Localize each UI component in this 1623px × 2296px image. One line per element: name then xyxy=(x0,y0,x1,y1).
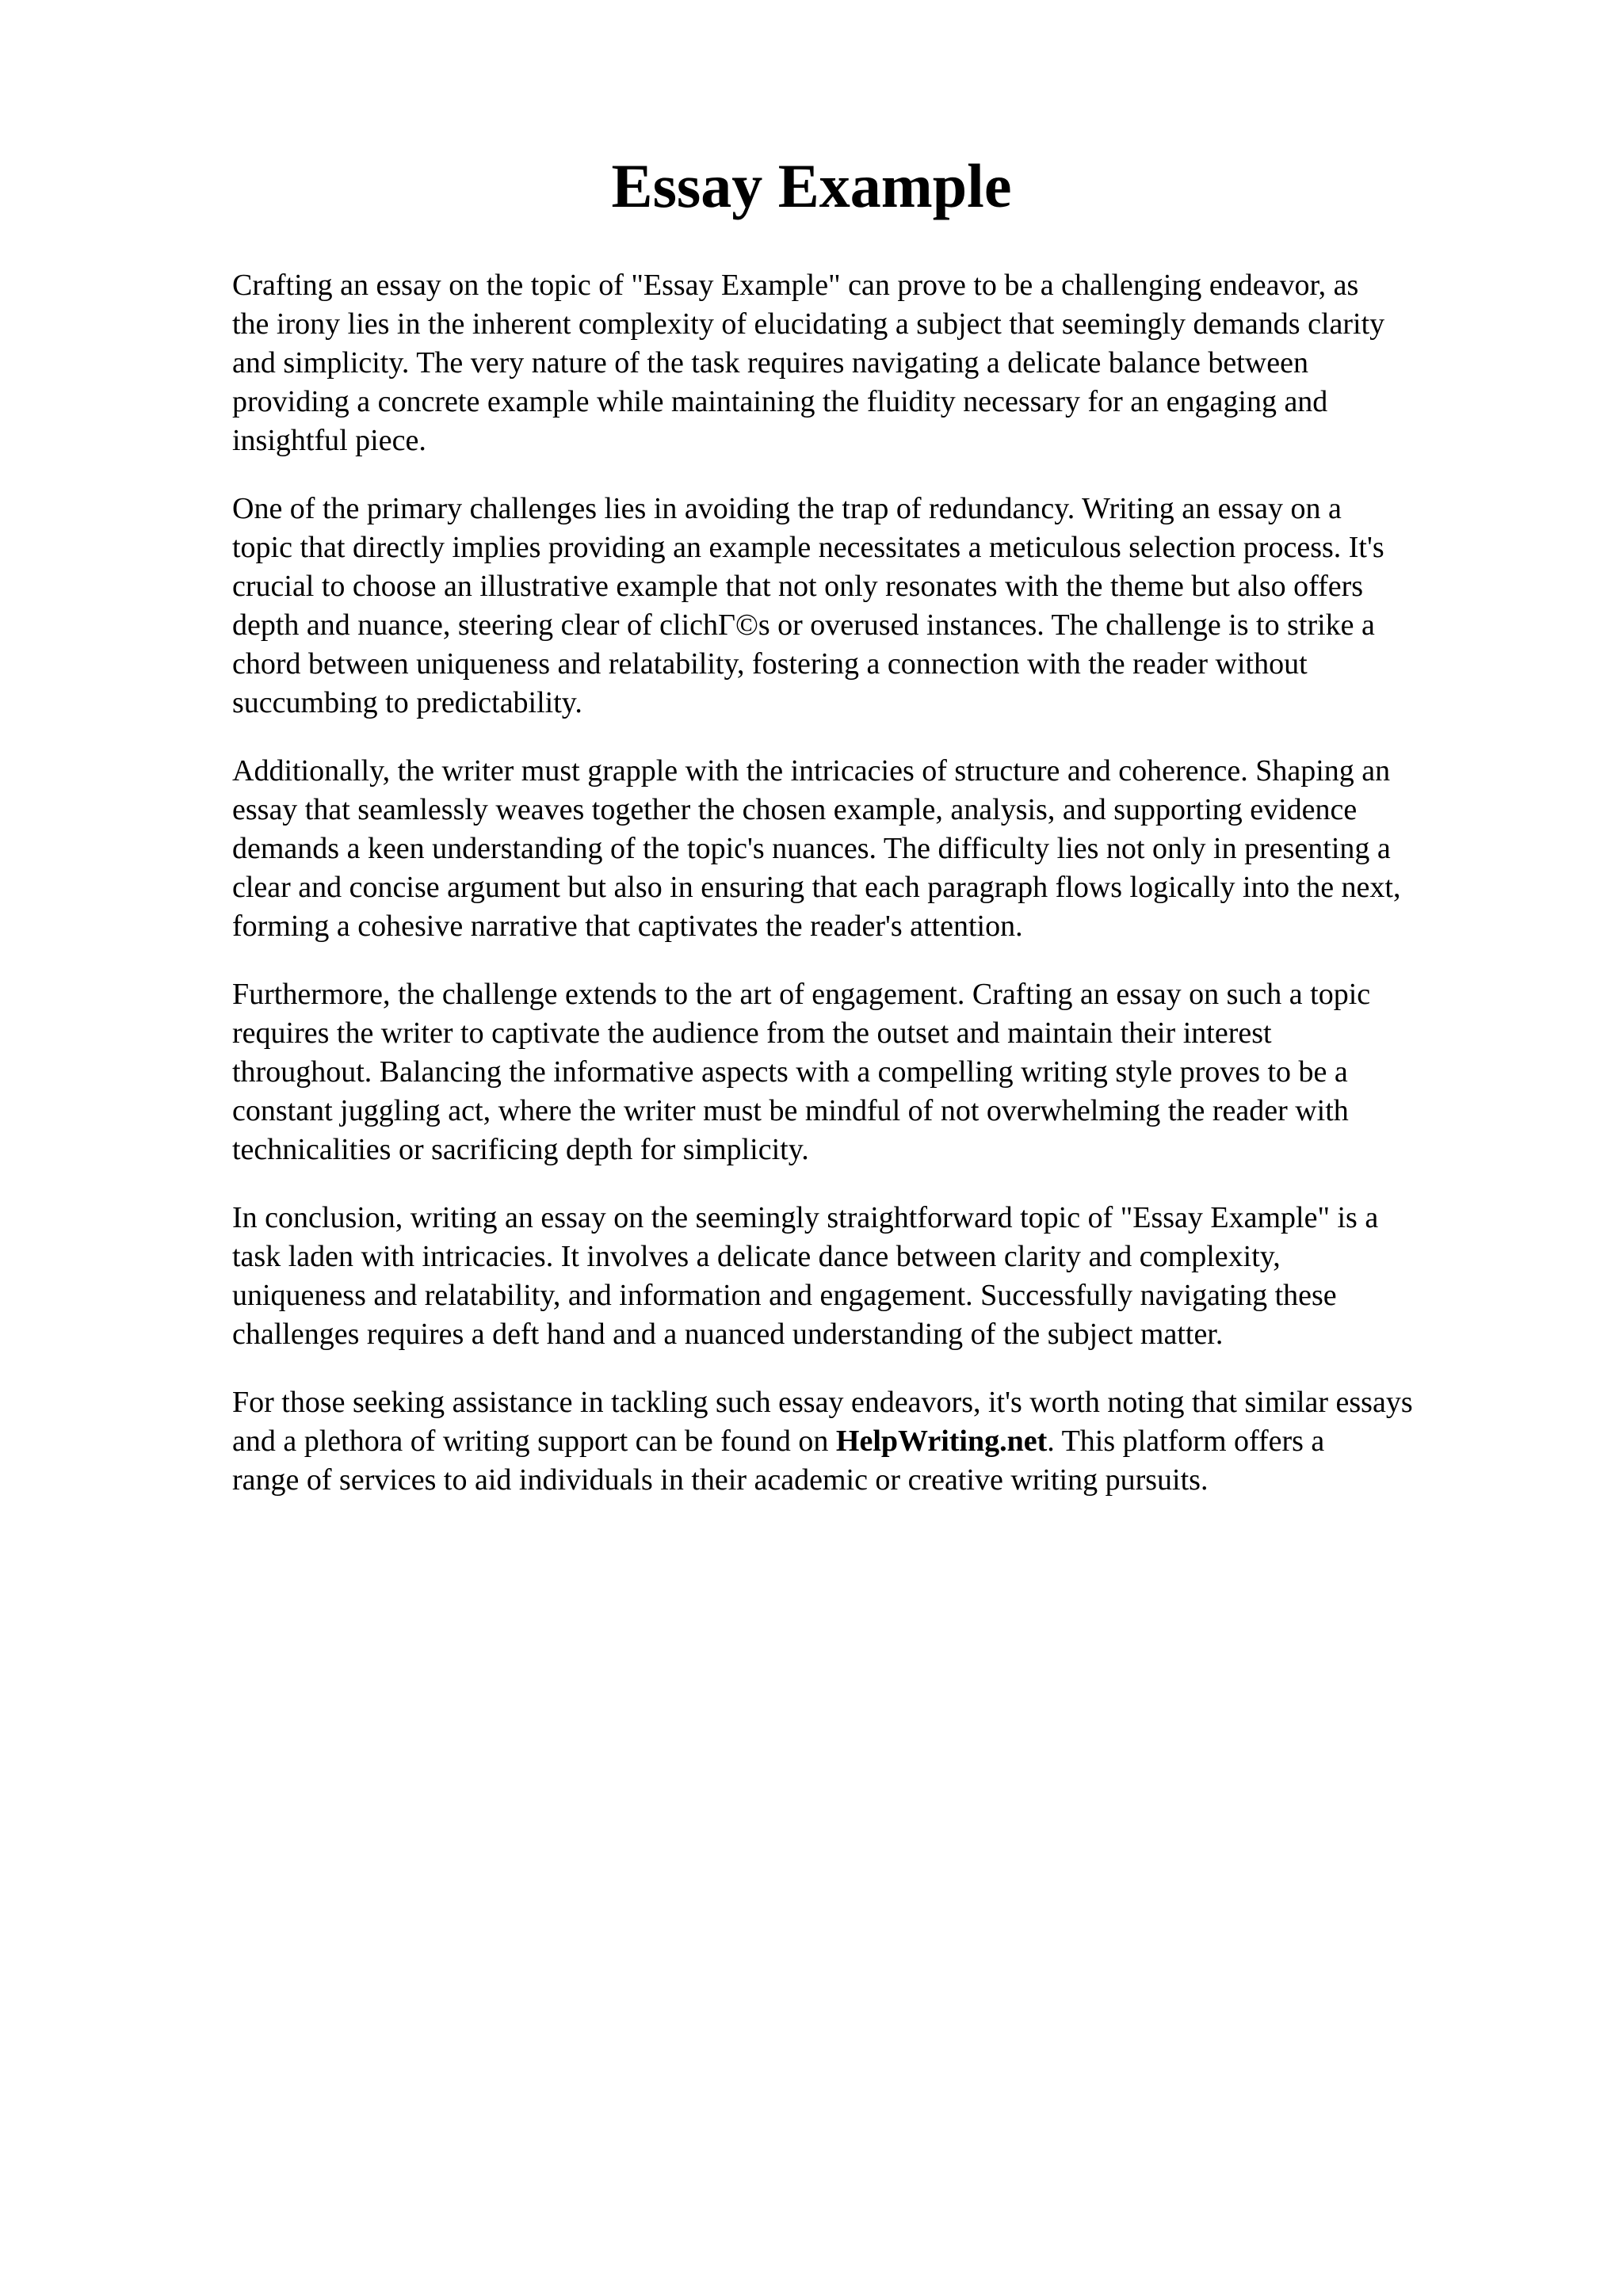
paragraph-line: technicalities or sacrificing depth for simplicity. xyxy=(232,1133,809,1166)
paragraph-line: challenges requires a deft hand and a nuanced understanding of the subject matter. xyxy=(232,1318,1224,1351)
paragraph-3 xyxy=(232,752,1532,946)
paragraph-line: succumbing to predictability. xyxy=(232,686,582,719)
paragraph-line: clear and concise argument but also in ensuring that each paragraph flows logically into the next, xyxy=(232,871,1401,904)
paragraph-line: Crafting an essay on the topic of "Essay Example" can prove to be a challenging endeavor, as xyxy=(232,269,1359,302)
helpwriting-link[interactable]: HelpWriting.net xyxy=(835,1425,1048,1458)
closing-paragraph xyxy=(232,1383,1532,1500)
paragraph-line xyxy=(232,1422,1532,1461)
paragraph-2 xyxy=(232,490,1532,723)
paragraph-line: forming a cohesive narrative that captivates the reader's attention. xyxy=(232,910,1023,943)
paragraph-line: the irony lies in the inherent complexity of elucidating a subject that seemingly demands clarity xyxy=(232,307,1385,341)
paragraph-line: crucial to choose an illustrative example that not only resonates with the theme but also offers xyxy=(232,570,1364,603)
paragraph-5 xyxy=(232,1199,1532,1354)
paragraph-1 xyxy=(232,266,1532,460)
closing-text-after-link: . This platform offers a xyxy=(1047,1425,1325,1458)
paragraph-line: throughout. Balancing the informative aspects with a compelling writing style proves to be a xyxy=(232,1055,1348,1089)
paragraph-line: constant juggling act, where the writer must be mindful of not overwhelming the reader with xyxy=(232,1094,1349,1127)
essay-body xyxy=(232,266,1532,1529)
paragraph-line: For those seeking assistance in tackling such essay endeavors, it's worth noting that similar essays xyxy=(232,1386,1413,1419)
paragraph-line: task laden with intricacies. It involves a delicate dance between clarity and complexity, xyxy=(232,1240,1281,1273)
paragraph-line: requires the writer to captivate the audience from the outset and maintain their interest xyxy=(232,1016,1272,1050)
paragraph-line: Furthermore, the challenge extends to the art of engagement. Crafting an essay on such a topic xyxy=(232,978,1371,1011)
paragraph-line: topic that directly implies providing an example necessitates a meticulous selection process. It's xyxy=(232,531,1384,564)
paragraph-line: One of the primary challenges lies in avoiding the trap of redundancy. Writing an essay on a xyxy=(232,492,1342,525)
paragraph-line: essay that seamlessly weaves together the chosen example, analysis, and supporting evidence xyxy=(232,793,1358,826)
paragraph-line: In conclusion, writing an essay on the seemingly straightforward topic of "Essay Example" is a xyxy=(232,1201,1379,1234)
closing-text-before-link: and a plethora of writing support can be found on xyxy=(232,1425,836,1458)
document-title: Essay Example xyxy=(611,151,1012,220)
paragraph-line: uniqueness and relatability, and information and engagement. Successfully navigating these xyxy=(232,1279,1337,1312)
paragraph-line: range of services to aid individuals in their academic or creative writing pursuits. xyxy=(232,1463,1209,1497)
paragraph-line: chord between uniqueness and relatability, fostering a connection with the reader without xyxy=(232,647,1308,681)
paragraph-line: insightful piece. xyxy=(232,424,426,457)
paragraph-4 xyxy=(232,975,1532,1169)
paragraph-line: depth and nuance, steering clear of clichГ©s or overused instances. The challenge is to strike a xyxy=(232,608,1375,642)
paragraph-line: demands a keen understanding of the topic's nuances. The difficulty lies not only in presenting a xyxy=(232,832,1391,865)
paragraph-line: providing a concrete example while maintaining the fluidity necessary for an engaging and xyxy=(232,385,1328,418)
paragraph-line: and simplicity. The very nature of the task requires navigating a delicate balance between xyxy=(232,346,1308,379)
paragraph-line: Additionally, the writer must grapple with the intricacies of structure and coherence. Shaping an xyxy=(232,754,1391,788)
